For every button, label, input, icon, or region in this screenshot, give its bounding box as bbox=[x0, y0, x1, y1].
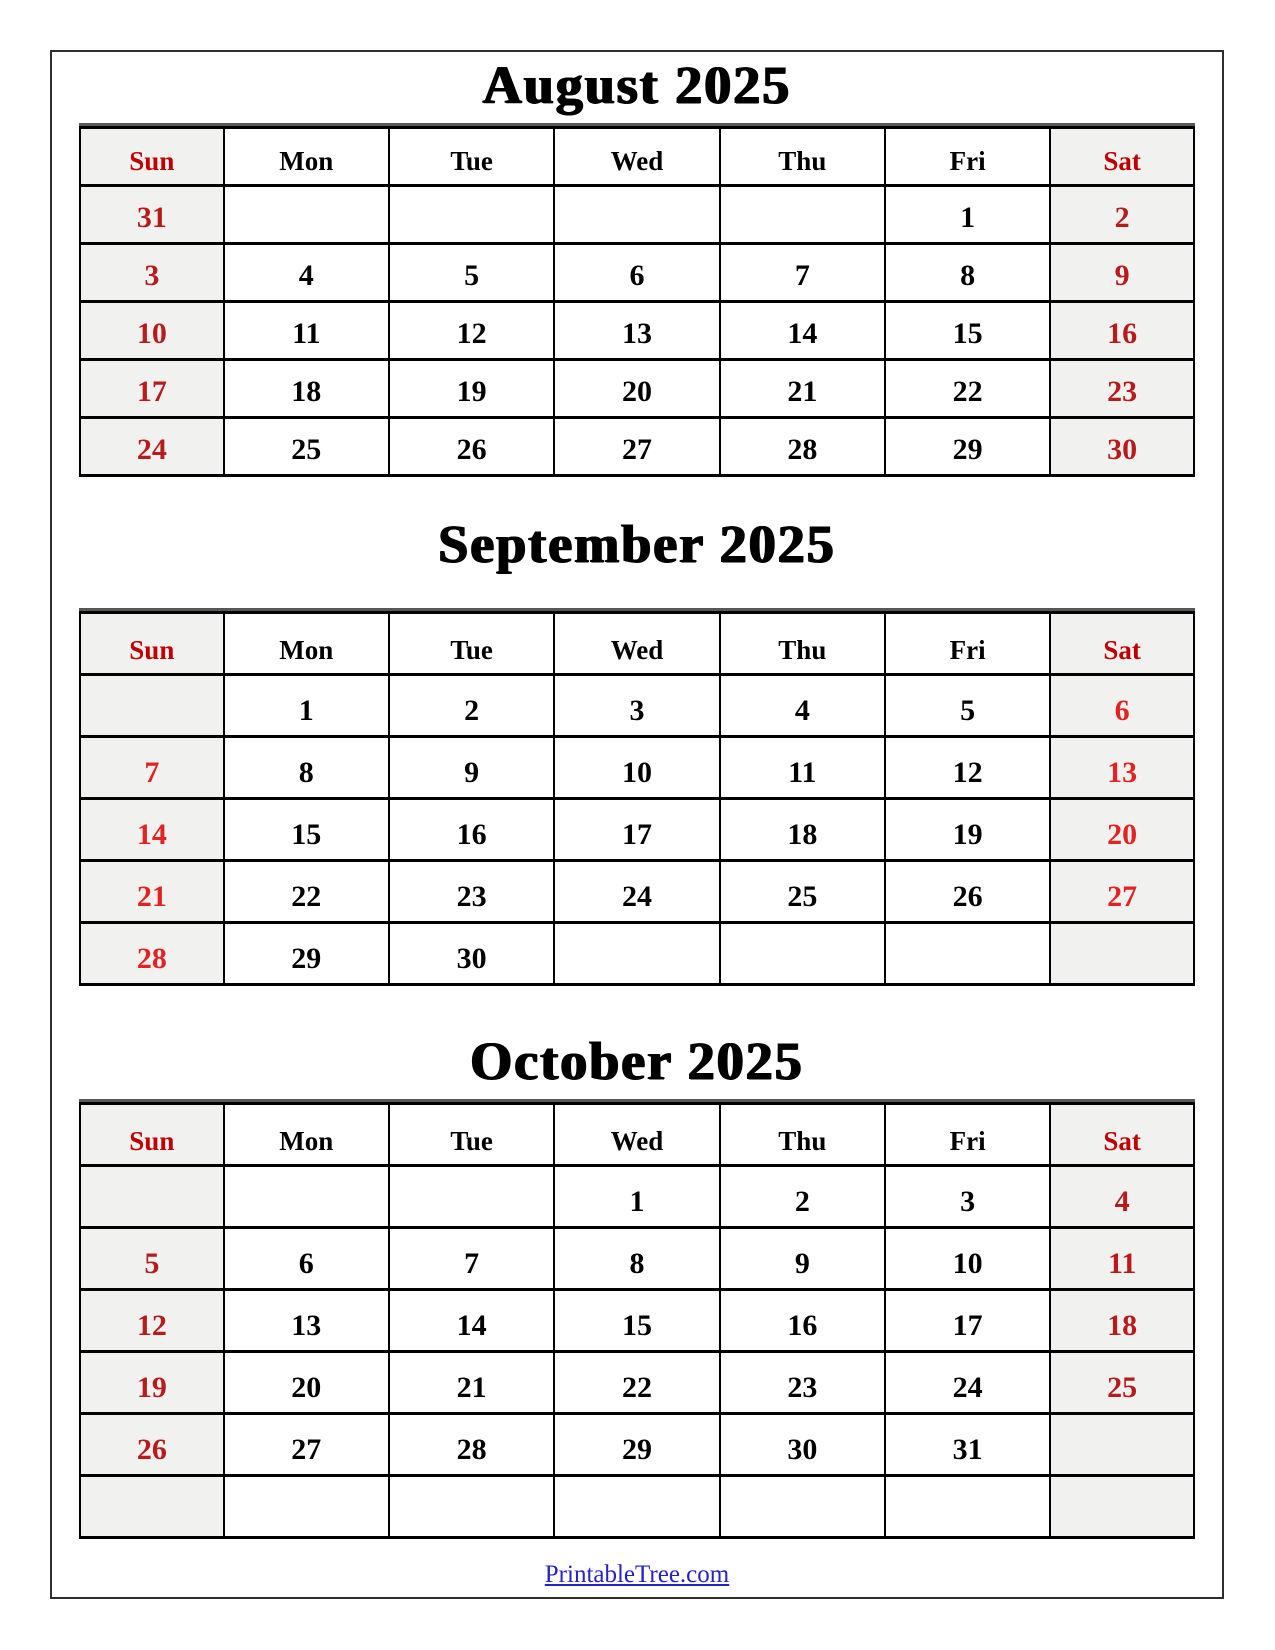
day-cell-7: 7 bbox=[720, 244, 885, 302]
week-row bbox=[80, 302, 1194, 360]
day-cell-7: 7 bbox=[80, 737, 224, 799]
week-row bbox=[80, 186, 1194, 244]
week-row bbox=[80, 737, 1194, 799]
month-title-august: August 2025 bbox=[482, 55, 792, 115]
day-cell-21: 21 bbox=[389, 1352, 554, 1414]
day-cell-13: 13 bbox=[1050, 737, 1194, 799]
day-cell-9: 9 bbox=[1050, 244, 1194, 302]
page-frame bbox=[50, 50, 1224, 1599]
day-cell-7: 7 bbox=[389, 1228, 554, 1290]
day-cell-29: 29 bbox=[224, 923, 389, 985]
calendar-table-september bbox=[79, 611, 1195, 986]
empty-day-cell bbox=[80, 675, 224, 737]
day-cell-16: 16 bbox=[720, 1290, 885, 1352]
day-cell-19: 19 bbox=[389, 360, 554, 418]
day-cell-1: 1 bbox=[554, 1166, 719, 1228]
day-cell-2: 2 bbox=[1050, 186, 1194, 244]
day-cell-9: 9 bbox=[720, 1228, 885, 1290]
week-row bbox=[80, 1228, 1194, 1290]
week-row bbox=[80, 1352, 1194, 1414]
day-cell-24: 24 bbox=[885, 1352, 1050, 1414]
weekday-header-wed: Wed bbox=[554, 1104, 719, 1166]
day-cell-2: 2 bbox=[720, 1166, 885, 1228]
footer-link[interactable]: PrintableTree.com bbox=[544, 1561, 730, 1588]
weekday-header-sun: Sun bbox=[80, 128, 224, 186]
weekday-header-wed: Wed bbox=[554, 128, 719, 186]
day-cell-24: 24 bbox=[80, 418, 224, 476]
day-cell-28: 28 bbox=[720, 418, 885, 476]
day-cell-30: 30 bbox=[389, 923, 554, 985]
day-cell-26: 26 bbox=[80, 1414, 224, 1476]
week-row bbox=[80, 1476, 1194, 1538]
day-cell-3: 3 bbox=[80, 244, 224, 302]
empty-day-cell bbox=[885, 1476, 1050, 1538]
day-cell-1: 1 bbox=[885, 186, 1050, 244]
day-cell-30: 30 bbox=[720, 1414, 885, 1476]
day-cell-12: 12 bbox=[389, 302, 554, 360]
month-section-october bbox=[79, 986, 1195, 1539]
day-cell-31: 31 bbox=[80, 186, 224, 244]
day-cell-23: 23 bbox=[720, 1352, 885, 1414]
day-cell-8: 8 bbox=[554, 1228, 719, 1290]
day-cell-14: 14 bbox=[389, 1290, 554, 1352]
empty-day-cell bbox=[720, 1476, 885, 1538]
day-cell-20: 20 bbox=[554, 360, 719, 418]
weekday-header-sat: Sat bbox=[1050, 1104, 1194, 1166]
day-cell-25: 25 bbox=[1050, 1352, 1194, 1414]
day-cell-29: 29 bbox=[554, 1414, 719, 1476]
weekday-header-mon: Mon bbox=[224, 1104, 389, 1166]
day-cell-27: 27 bbox=[224, 1414, 389, 1476]
week-row bbox=[80, 675, 1194, 737]
weekday-header-mon: Mon bbox=[224, 128, 389, 186]
weekday-header-sun: Sun bbox=[80, 613, 224, 675]
week-row bbox=[80, 244, 1194, 302]
day-cell-23: 23 bbox=[389, 861, 554, 923]
weekday-header-thu: Thu bbox=[720, 1104, 885, 1166]
weekday-header-sat: Sat bbox=[1050, 128, 1194, 186]
day-cell-18: 18 bbox=[224, 360, 389, 418]
weekday-header-thu: Thu bbox=[720, 128, 885, 186]
day-cell-6: 6 bbox=[224, 1228, 389, 1290]
day-cell-3: 3 bbox=[885, 1166, 1050, 1228]
day-cell-18: 18 bbox=[1050, 1290, 1194, 1352]
day-cell-21: 21 bbox=[720, 360, 885, 418]
empty-day-cell bbox=[80, 1476, 224, 1538]
day-cell-30: 30 bbox=[1050, 418, 1194, 476]
day-cell-3: 3 bbox=[554, 675, 719, 737]
week-row bbox=[80, 861, 1194, 923]
day-cell-24: 24 bbox=[554, 861, 719, 923]
day-cell-14: 14 bbox=[720, 302, 885, 360]
day-cell-22: 22 bbox=[885, 360, 1050, 418]
day-cell-19: 19 bbox=[80, 1352, 224, 1414]
day-cell-15: 15 bbox=[554, 1290, 719, 1352]
empty-day-cell bbox=[224, 1166, 389, 1228]
day-cell-23: 23 bbox=[1050, 360, 1194, 418]
day-cell-11: 11 bbox=[1050, 1228, 1194, 1290]
day-cell-27: 27 bbox=[554, 418, 719, 476]
weekday-header-sat: Sat bbox=[1050, 613, 1194, 675]
day-cell-18: 18 bbox=[720, 799, 885, 861]
weekday-header-row bbox=[80, 1104, 1194, 1166]
empty-day-cell bbox=[224, 186, 389, 244]
month-title-september: September 2025 bbox=[438, 514, 836, 574]
month-title-october: October 2025 bbox=[470, 1031, 804, 1091]
day-cell-5: 5 bbox=[885, 675, 1050, 737]
day-cell-8: 8 bbox=[224, 737, 389, 799]
day-cell-2: 2 bbox=[389, 675, 554, 737]
day-cell-17: 17 bbox=[80, 360, 224, 418]
day-cell-4: 4 bbox=[224, 244, 389, 302]
week-row bbox=[80, 1166, 1194, 1228]
day-cell-26: 26 bbox=[885, 861, 1050, 923]
calendar-table-august bbox=[79, 126, 1195, 477]
weekday-header-fri: Fri bbox=[885, 613, 1050, 675]
week-row bbox=[80, 360, 1194, 418]
empty-day-cell bbox=[1050, 923, 1194, 985]
day-cell-5: 5 bbox=[389, 244, 554, 302]
month-section-august bbox=[79, 52, 1195, 477]
day-cell-6: 6 bbox=[554, 244, 719, 302]
day-cell-17: 17 bbox=[554, 799, 719, 861]
empty-day-cell bbox=[389, 1166, 554, 1228]
weekday-header-sun: Sun bbox=[80, 1104, 224, 1166]
day-cell-15: 15 bbox=[224, 799, 389, 861]
day-cell-29: 29 bbox=[885, 418, 1050, 476]
footer bbox=[79, 1561, 1195, 1589]
empty-day-cell bbox=[224, 1476, 389, 1538]
day-cell-10: 10 bbox=[554, 737, 719, 799]
day-cell-14: 14 bbox=[80, 799, 224, 861]
day-cell-10: 10 bbox=[885, 1228, 1050, 1290]
day-cell-26: 26 bbox=[389, 418, 554, 476]
day-cell-20: 20 bbox=[1050, 799, 1194, 861]
weekday-header-thu: Thu bbox=[720, 613, 885, 675]
day-cell-11: 11 bbox=[224, 302, 389, 360]
weekday-header-fri: Fri bbox=[885, 1104, 1050, 1166]
weekday-header-row bbox=[80, 128, 1194, 186]
weekday-header-tue: Tue bbox=[389, 613, 554, 675]
week-row bbox=[80, 923, 1194, 985]
day-cell-28: 28 bbox=[389, 1414, 554, 1476]
empty-day-cell bbox=[720, 186, 885, 244]
empty-day-cell bbox=[1050, 1414, 1194, 1476]
day-cell-15: 15 bbox=[885, 302, 1050, 360]
weekday-header-wed: Wed bbox=[554, 613, 719, 675]
empty-day-cell bbox=[720, 923, 885, 985]
week-row bbox=[80, 418, 1194, 476]
day-cell-27: 27 bbox=[1050, 861, 1194, 923]
day-cell-16: 16 bbox=[1050, 302, 1194, 360]
weekday-header-tue: Tue bbox=[389, 1104, 554, 1166]
page-content bbox=[52, 52, 1222, 1589]
day-cell-12: 12 bbox=[885, 737, 1050, 799]
day-cell-12: 12 bbox=[80, 1290, 224, 1352]
week-row bbox=[80, 799, 1194, 861]
day-cell-5: 5 bbox=[80, 1228, 224, 1290]
day-cell-11: 11 bbox=[720, 737, 885, 799]
day-cell-4: 4 bbox=[1050, 1166, 1194, 1228]
day-cell-20: 20 bbox=[224, 1352, 389, 1414]
day-cell-1: 1 bbox=[224, 675, 389, 737]
week-row bbox=[80, 1290, 1194, 1352]
month-section-september bbox=[79, 477, 1195, 986]
weekday-header-row bbox=[80, 613, 1194, 675]
day-cell-22: 22 bbox=[554, 1352, 719, 1414]
day-cell-19: 19 bbox=[885, 799, 1050, 861]
empty-day-cell bbox=[554, 186, 719, 244]
day-cell-28: 28 bbox=[80, 923, 224, 985]
week-row bbox=[80, 1414, 1194, 1476]
day-cell-21: 21 bbox=[80, 861, 224, 923]
calendar-table-october bbox=[79, 1102, 1195, 1539]
day-cell-4: 4 bbox=[720, 675, 885, 737]
weekday-header-tue: Tue bbox=[389, 128, 554, 186]
day-cell-9: 9 bbox=[389, 737, 554, 799]
empty-day-cell bbox=[554, 1476, 719, 1538]
day-cell-25: 25 bbox=[224, 418, 389, 476]
empty-day-cell bbox=[554, 923, 719, 985]
empty-day-cell bbox=[389, 186, 554, 244]
day-cell-22: 22 bbox=[224, 861, 389, 923]
empty-day-cell bbox=[885, 923, 1050, 985]
day-cell-13: 13 bbox=[554, 302, 719, 360]
day-cell-17: 17 bbox=[885, 1290, 1050, 1352]
day-cell-16: 16 bbox=[389, 799, 554, 861]
day-cell-31: 31 bbox=[885, 1414, 1050, 1476]
empty-day-cell bbox=[80, 1166, 224, 1228]
day-cell-10: 10 bbox=[80, 302, 224, 360]
weekday-header-mon: Mon bbox=[224, 613, 389, 675]
empty-day-cell bbox=[1050, 1476, 1194, 1538]
day-cell-8: 8 bbox=[885, 244, 1050, 302]
day-cell-25: 25 bbox=[720, 861, 885, 923]
day-cell-6: 6 bbox=[1050, 675, 1194, 737]
empty-day-cell bbox=[389, 1476, 554, 1538]
weekday-header-fri: Fri bbox=[885, 128, 1050, 186]
day-cell-13: 13 bbox=[224, 1290, 389, 1352]
